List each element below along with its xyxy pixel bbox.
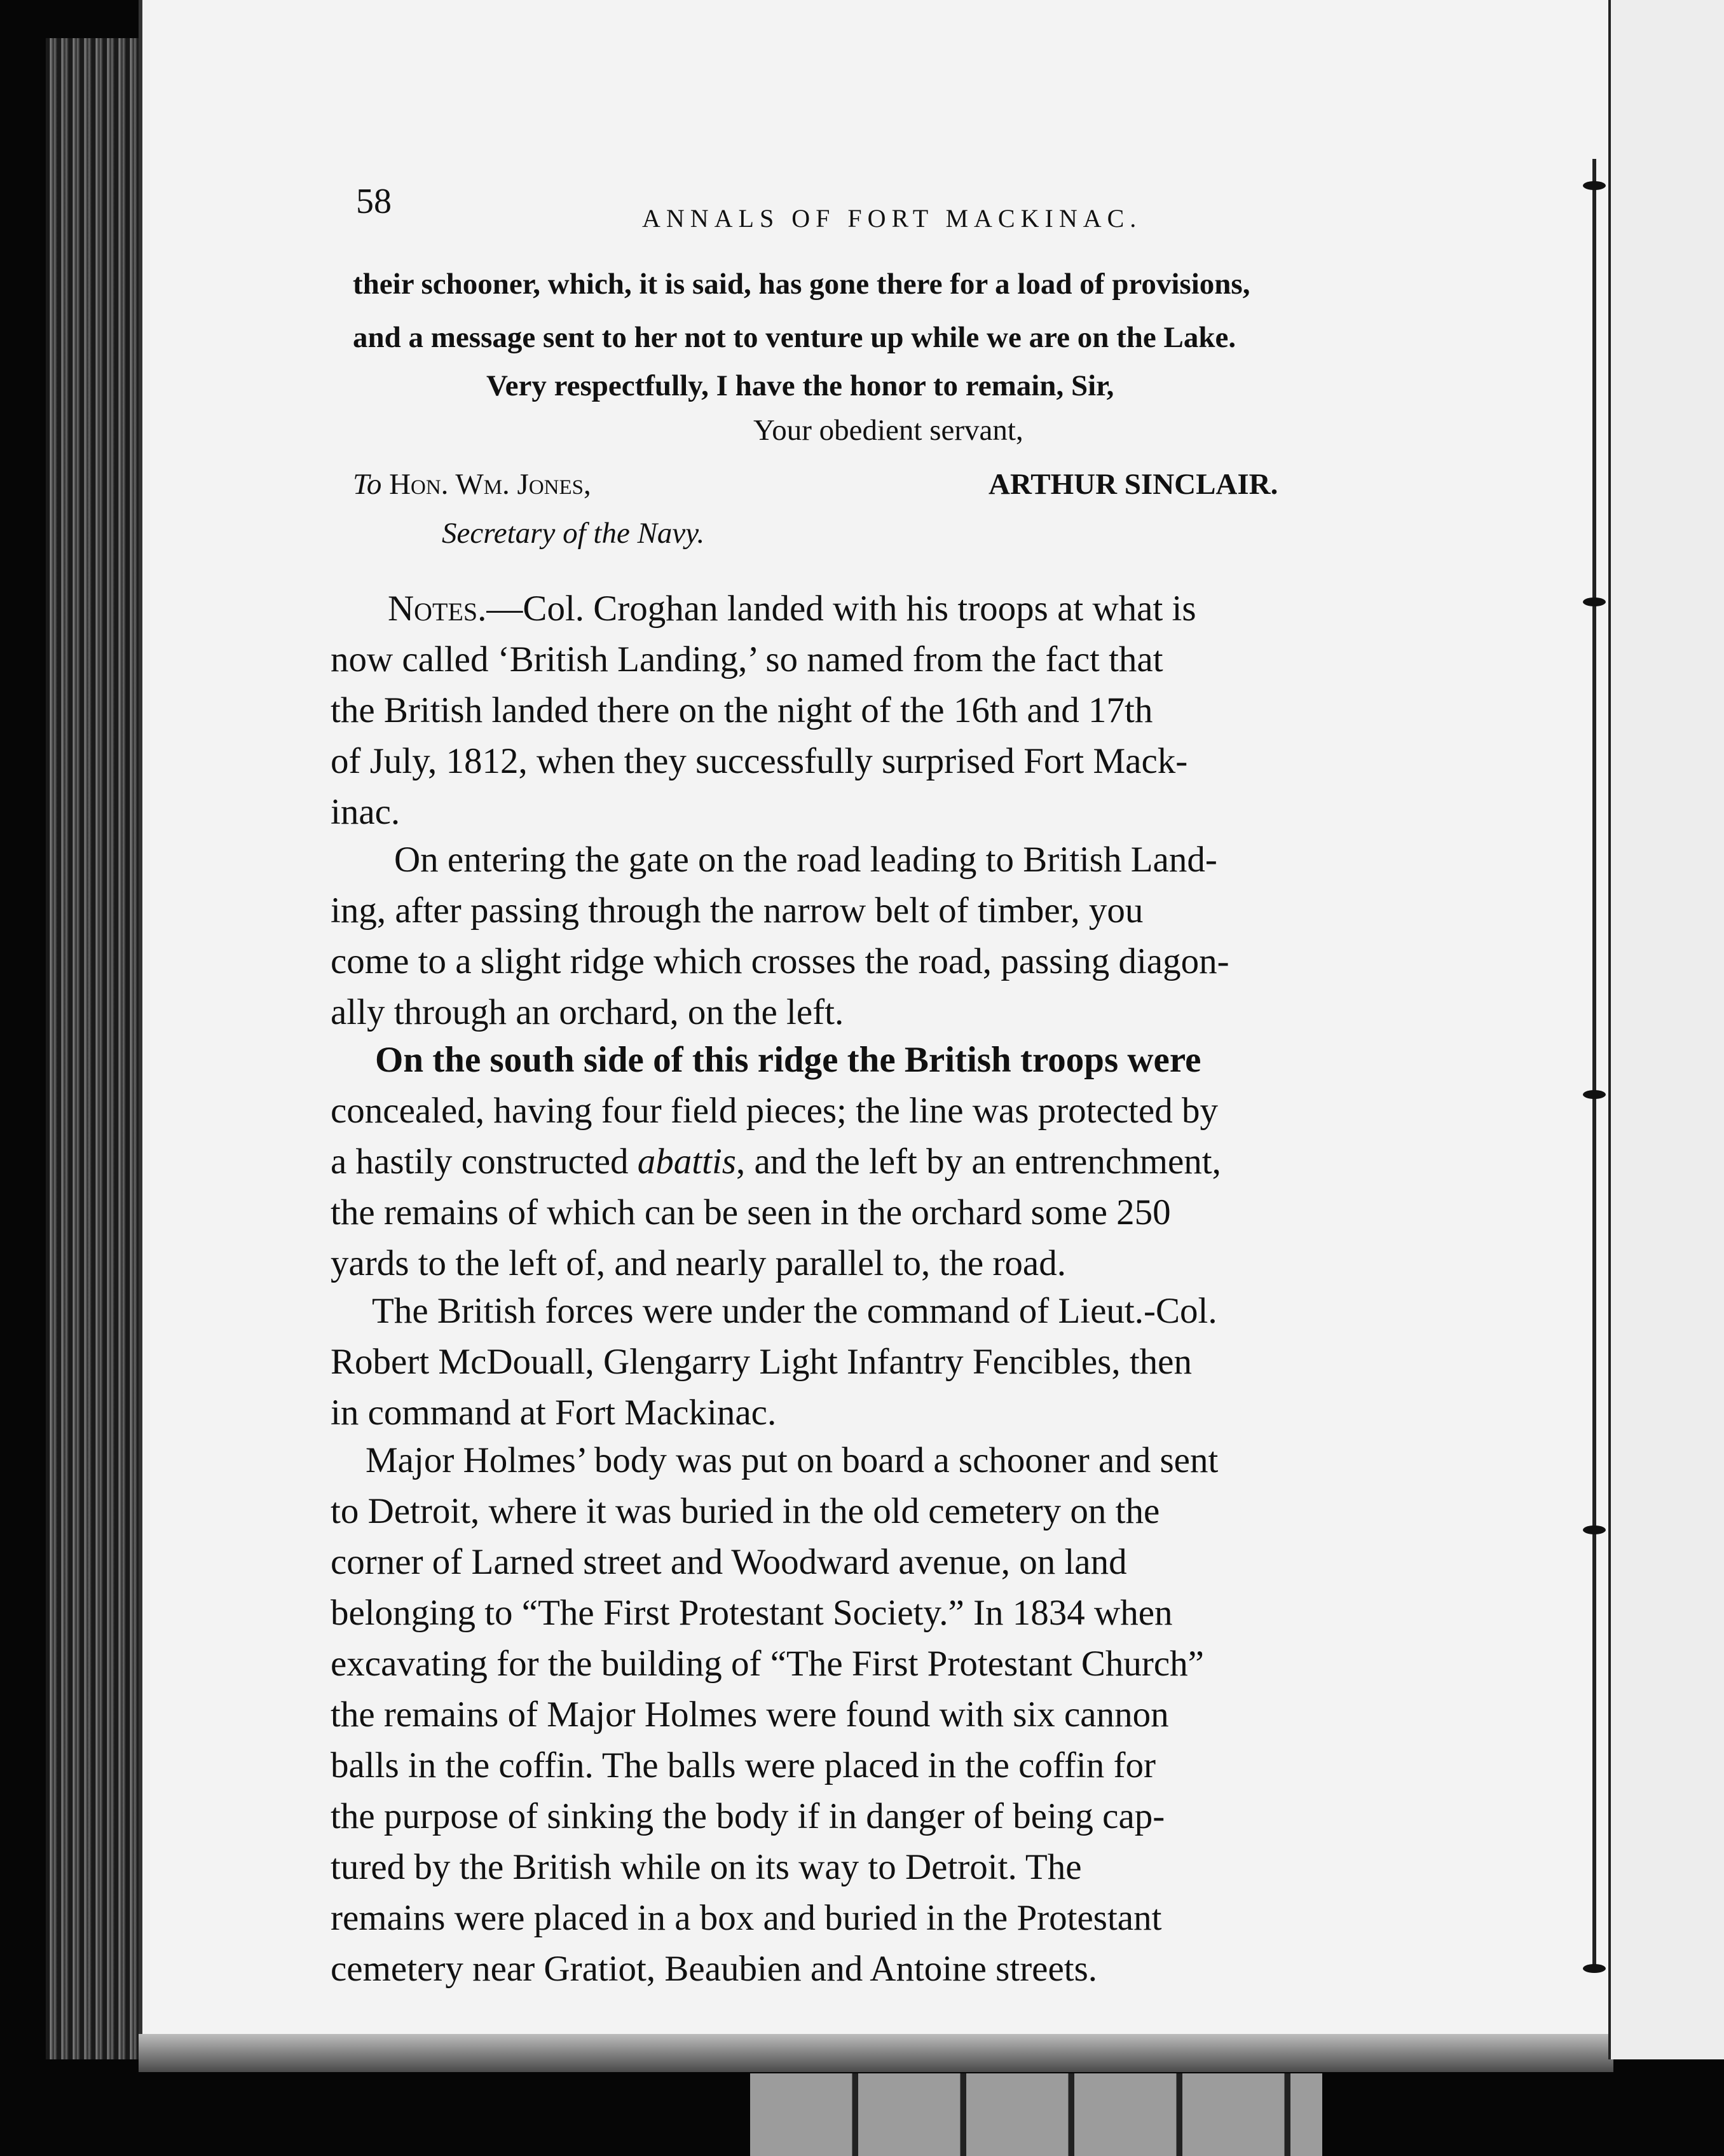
notes-text: —Col. Croghan landed with his troops at what is: [486, 589, 1196, 629]
signature: ARTHUR SINCLAIR.: [989, 468, 1278, 501]
page-number: 58: [356, 182, 392, 221]
stitch-mark: [1583, 181, 1606, 190]
notes-line: ing, after passing through the narrow belt of timber, you: [331, 890, 1144, 931]
notes-line: of July, 1812, when they successfully surprised Fort Mack-: [331, 741, 1188, 781]
notes-line: belonging to “The First Protestant Society.” In 1834 when: [331, 1593, 1173, 1633]
stitch-mark: [1583, 1525, 1606, 1534]
stitch-mark: [1583, 1964, 1606, 1973]
notes-line: now called ‘British Landing,’ so named from the fact that: [331, 639, 1163, 679]
page-bottom-shadow: [139, 2034, 1613, 2072]
notes-line: come to a slight ridge which crosses the road, passing diagon-: [331, 941, 1229, 981]
notes-line: the remains of which can be seen in the orchard some 250: [331, 1192, 1171, 1232]
addressee-prefix: To: [353, 468, 382, 501]
letter-servant: Your obedient servant,: [753, 414, 1023, 447]
notes-line: to Detroit, where it was buried in the old cemetery on the: [331, 1491, 1160, 1531]
notes-line: excavating for the building of “The First Protestant Church”: [331, 1644, 1204, 1684]
letter-closing: Very respectfully, I have the honor to remain, Sir,: [486, 369, 1114, 402]
notes-line: balls in the coffin. The balls were placed in the coffin for: [331, 1745, 1156, 1785]
notes-line: Major Holmes’ body was put on board a schooner and sent: [366, 1440, 1219, 1480]
notes-line: On entering the gate on the road leading to British Land-: [394, 840, 1217, 880]
notes-line: the remains of Major Holmes were found with six cannon: [331, 1695, 1169, 1735]
stitch-mark: [1583, 597, 1606, 606]
notes-line: The British forces were under the command of Lieut.-Col.: [372, 1291, 1217, 1331]
adjacent-page-strip: [1608, 0, 1724, 2059]
notes-line: remains were placed in a box and buried in the Protestant: [331, 1898, 1162, 1938]
letter-line: their schooner, which, it is said, has gone there for a load of provisions,: [353, 268, 1250, 301]
notes-line: concealed, having four field pieces; the line was protected by: [331, 1091, 1218, 1131]
letter-line: and a message sent to her not to venture up while we are on the Lake.: [353, 321, 1236, 354]
stitch-mark: [1583, 1090, 1606, 1099]
abattis-term: abattis: [637, 1142, 736, 1182]
notes-line: Robert McDouall, Glengarry Light Infantry Fencibles, then: [331, 1342, 1192, 1382]
notes-heading: Notes.: [388, 589, 487, 629]
notes-line: the purpose of sinking the body if in danger of being cap-: [331, 1796, 1165, 1836]
notes-line: [388, 588, 1196, 629]
notes-text: , and the left by an entrenchment,: [735, 1142, 1221, 1182]
bottom-page-tabs: [750, 2073, 1322, 2156]
notes-line: in command at Fort Mackinac.: [331, 1393, 777, 1433]
addressee-title: Secretary of the Navy.: [442, 517, 705, 550]
notes-line: ally through an orchard, on the left.: [331, 992, 844, 1032]
notes-line: corner of Larned street and Woodward avenue, on land: [331, 1542, 1127, 1582]
notes-line: [331, 1141, 1221, 1182]
book-page-edges: [46, 38, 147, 2059]
notes-line: tured by the British while on its way to Detroit. The: [331, 1847, 1082, 1887]
notes-line: inac.: [331, 792, 400, 832]
addressee-name: Hon. Wm. Jones,: [389, 468, 591, 501]
notes-line: the British landed there on the night of the 16th and 17th: [331, 690, 1153, 730]
notes-line: yards to the left of, and nearly parallel to, the road.: [331, 1243, 1066, 1283]
binding-thread: [1592, 159, 1596, 1970]
letter-addressee: [353, 467, 591, 501]
notes-line: On the south side of this ridge the British troops were: [375, 1040, 1201, 1080]
notes-text: a hastily constructed: [331, 1142, 638, 1182]
notes-line: cemetery near Gratiot, Beaubien and Antoine streets.: [331, 1949, 1098, 1989]
running-title: ANNALS OF FORT MACKINAC.: [642, 204, 1142, 233]
